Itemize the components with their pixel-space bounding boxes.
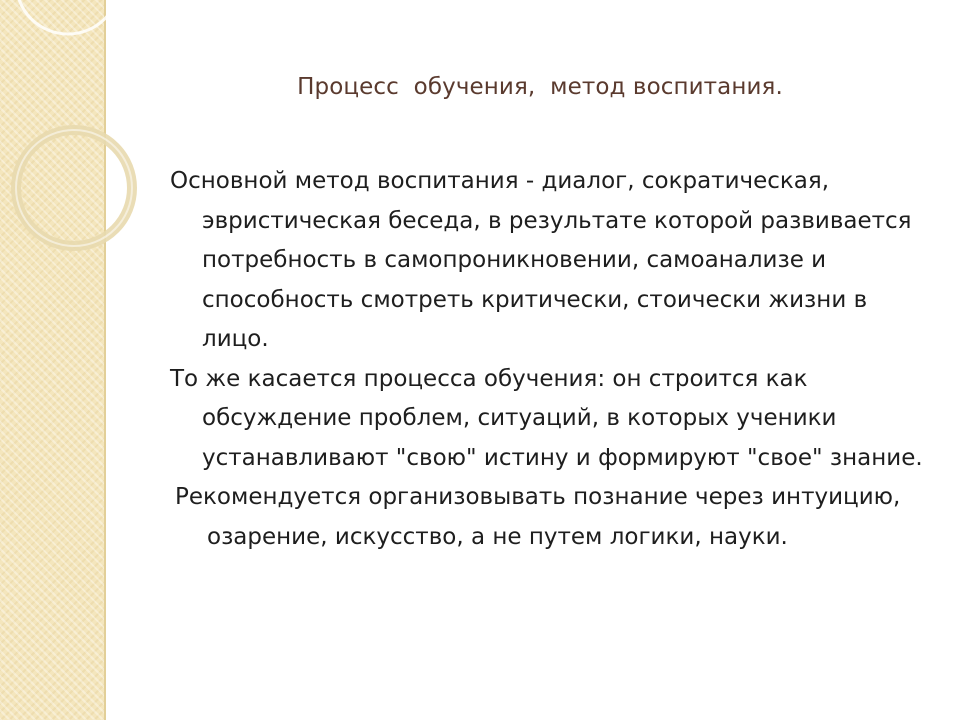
paragraph-learning-process: То же касается процесса обучения: он строится как обсуждение проблем, ситуаций, в которых ученики устанавливают "свою" истину и формируют "свое" знание. xyxy=(170,365,923,471)
slide-title: Процесс обучения, метод воспитания. xyxy=(297,74,783,100)
paragraph-dialogue-method: Основной метод воспитания - диалог, сократическая, эвристическая беседа, в результате которой развивается потребность в самопроникновении, самоанализе и способность смотреть критически, стоически жизни в лицо. xyxy=(170,168,912,352)
decorative-side-band xyxy=(0,0,104,720)
side-band-edge xyxy=(104,0,106,720)
paragraph-recommendation: Рекомендуется организовывать познание через интуицию, озарение, искусство, а не путем логики, науки. xyxy=(175,484,901,550)
slide-body xyxy=(170,162,930,557)
